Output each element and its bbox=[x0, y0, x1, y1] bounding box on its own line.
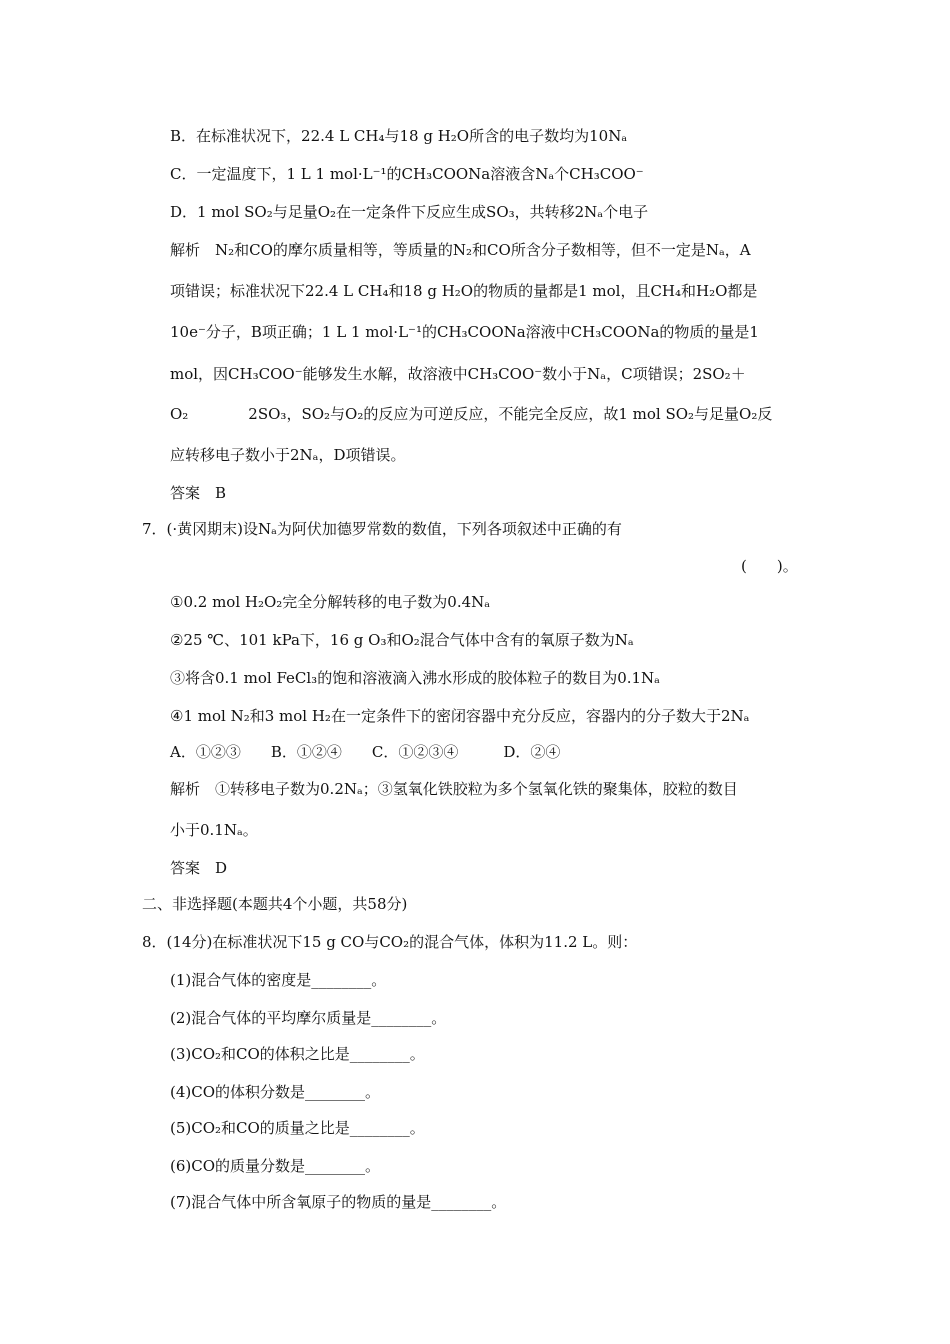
q6-explanation-line-3: 10e⁻分子，B项正确；1 L 1 mol·L⁻¹的CH₃COONa溶液中CH₃COONa的物质的量是1 bbox=[170, 323, 759, 341]
q7-explanation-line-2: 小于0.1Nₐ。 bbox=[170, 821, 258, 839]
q6-explanation-line-5: O₂ 2SO₃，SO₂与O₂的反应为可逆反应，不能完全反应，故1 mol SO₂与足量O₂反 bbox=[170, 405, 773, 423]
q8-part-2: (2)混合气体的平均摩尔质量是________。 bbox=[170, 1009, 447, 1027]
q8-stem: 8．(14分)在标准状况下15 g CO与CO₂的混合气体，体积为11.2 L。则： bbox=[142, 933, 638, 951]
q6-option-b: B．在标准状况下，22.4 L CH₄与18 g H₂O所含的电子数均为10Nₐ bbox=[170, 127, 628, 145]
q6-explanation-line-4: mol，因CH₃COO⁻能够发生水解，故溶液中CH₃COO⁻数小于Nₐ，C项错误；2SO₂＋ bbox=[170, 365, 746, 383]
q8-part-6: (6)CO的质量分数是________。 bbox=[170, 1157, 381, 1175]
q7-statement-4: ④1 mol N₂和3 mol H₂在一定条件下的密闭容器中充分反应，容器内的分子数大于2Nₐ bbox=[170, 707, 750, 725]
q8-part-7: (7)混合气体中所含氧原子的物质的量是________。 bbox=[170, 1193, 507, 1211]
q6-option-d: D．1 mol SO₂与足量O₂在一定条件下反应生成SO₃，共转移2Nₐ个电子 bbox=[170, 203, 649, 221]
q6-explanation-line-1: 解析 N₂和CO的摩尔质量相等，等质量的N₂和CO所含分子数相等，但不一定是Nₐ，A bbox=[170, 241, 751, 259]
q7-statement-2: ②25 ℃、101 kPa下，16 g O₃和O₂混合气体中含有的氧原子数为Nₐ bbox=[170, 631, 634, 649]
q7-options: A．①②③ B．①②④ C．①②③④ D．②④ bbox=[170, 743, 561, 761]
q6-answer: 答案 B bbox=[170, 484, 227, 502]
q7-stem: 7．(·黄冈期末)设Nₐ为阿伏加德罗常数的数值，下列各项叙述中正确的有 bbox=[142, 520, 622, 538]
section-heading: 二、非选择题(本题共4个小题，共58分) bbox=[142, 895, 408, 913]
q6-explanation-line-6: 应转移电子数小于2Nₐ，D项错误。 bbox=[170, 446, 406, 464]
q8-part-1: (1)混合气体的密度是________。 bbox=[170, 971, 387, 989]
q6-explanation-line-2: 项错误；标准状况下22.4 L CH₄和18 g H₂O的物质的量都是1 mol，且CH₄和H₂O都是 bbox=[170, 282, 758, 300]
q7-answer-blank: ( )。 bbox=[741, 557, 798, 575]
q6-option-c: C．一定温度下，1 L 1 mol·L⁻¹的CH₃COONa溶液含Nₐ个CH₃COO⁻ bbox=[170, 165, 644, 183]
q7-statement-3: ③将含0.1 mol FeCl₃的饱和溶液滴入沸水形成的胶体粒子的数目为0.1Nₐ bbox=[170, 669, 660, 687]
q8-part-5: (5)CO₂和CO的质量之比是________。 bbox=[170, 1119, 425, 1137]
q8-part-4: (4)CO的体积分数是________。 bbox=[170, 1083, 381, 1101]
q7-answer: 答案 D bbox=[170, 859, 228, 877]
q7-explanation-line-1: 解析 ①转移电子数为0.2Nₐ；③氢氧化铁胶粒为多个氢氧化铁的聚集体，胶粒的数目 bbox=[170, 780, 738, 798]
q7-statement-1: ①0.2 mol H₂O₂完全分解转移的电子数为0.4Nₐ bbox=[170, 593, 491, 611]
q8-part-3: (3)CO₂和CO的体积之比是________。 bbox=[170, 1045, 425, 1063]
